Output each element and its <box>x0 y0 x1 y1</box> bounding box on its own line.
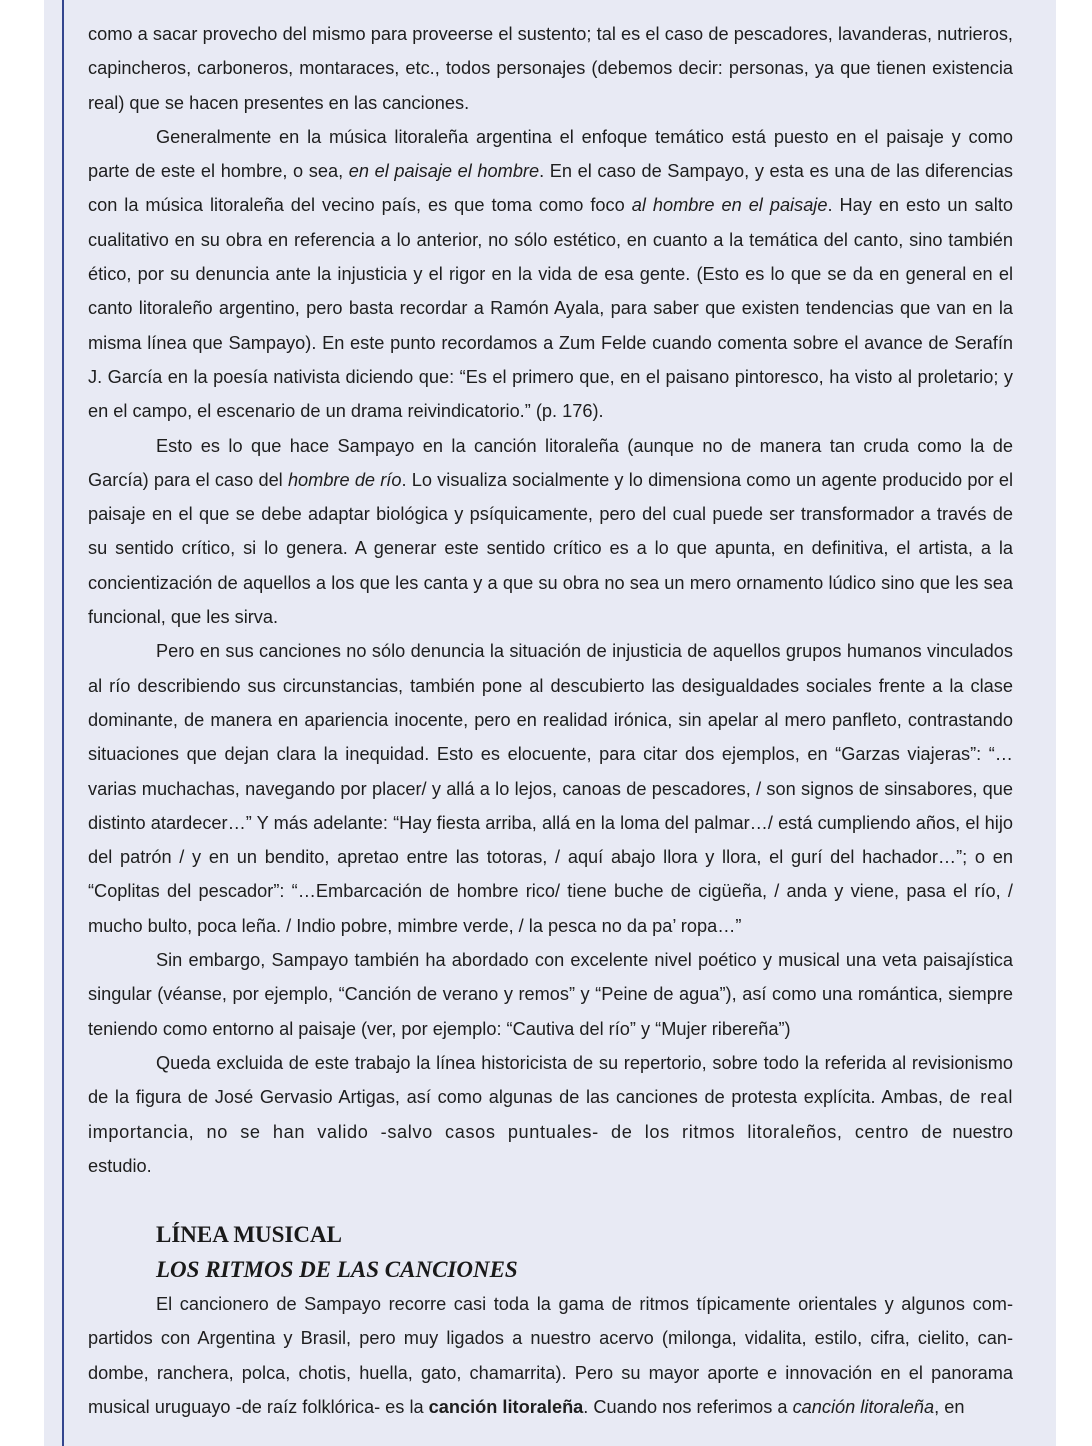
paragraph-6 <box>88 1046 1013 1183</box>
paragraph-7-text-e: , en <box>934 1396 965 1417</box>
paragraph-7-text-a: El cancionero de Sampayo recorre casi toda la gama de ritmos típicamente orientales y algunos compartidos con Argentina y Brasil, pero muy ligados a nuestro acervo (milonga, vidalita, estilo, cifra, cielito, candombe, ranchera, polca, chotis, huella, gato, chamarrita). Pero su mayor aporte e innovación en el panorama musical uruguayo -de raíz folklórica- es la <box>88 1294 1013 1417</box>
paragraph-3-italic-b: hombre de río <box>287 469 402 490</box>
section-spacer <box>88 1183 1013 1217</box>
paragraph-2-text-a: Generalmente en la música litoraleña argentina el enfoque temático está puesto en el paisaje y como parte de este el hombre, o sea, <box>88 126 1013 182</box>
paragraph-2-italic-b: en el paisaje el hombre <box>348 161 540 182</box>
document-body <box>88 17 1013 1424</box>
margin-rule <box>62 0 64 1446</box>
paragraph-6-spaced-b: de real importancia, no se han valido -salvo casos puntuales- de los ritmos litoraleños, centro de <box>88 1087 1014 1142</box>
paragraph-6-text-c: nuestro estudio. <box>88 1121 1013 1176</box>
paragraph-7-italic-d: canción litoraleña <box>792 1396 935 1417</box>
paragraph-2-italic-d: al hombre en el paisaje <box>631 195 828 216</box>
section-heading: LÍNEA MUSICAL <box>156 1222 342 1248</box>
paragraph-2 <box>88 120 1013 429</box>
paragraph-7-text-c: . Cuando nos referimos a <box>583 1396 793 1417</box>
paragraph-4-text: Pero en sus canciones no sólo denuncia la situación de injusticia de aquellos grupos humanos vinculados al río describiendo sus circunstancias, también pone al descubierto las desigualdades sociales frente a la clase dominante, de manera en apariencia inocente, pero en realidad irónica, sin apelar al mero panfleto, contrastando situaciones que dejan clara la inequidad. Esto es elocuente, para citar dos ejemplos, en “Garzas viajeras”: “… varias muchachas, navegando por placer/ y allá a lo lejos, canoas de pescadores, / son signos de sinsabores, que distinto atardecer…” Y más adelante: “Hay fiesta arriba, allá en la loma del palmar…/ está cumpliendo años, el hijo del patrón / y en un bendito, apretao entre las totoras, / aquí abajo llora y llora, el gurí del hachador…”; o en “Coplitas del pescador”: “…Embarcación de hombre rico/ tiene buche de cigüeña, / anda y viene, pasa el río, / mucho bulto, poca leña. / Indio pobre, mimbre verde, / la pesca no da pa’ ropa…” <box>88 641 1013 936</box>
paragraph-5 <box>88 943 1013 1046</box>
paragraph-4 <box>88 634 1013 943</box>
paragraph-3-text-c: . Lo visualiza socialmente y lo dimensiona como un agente producido por el paisaje en el que se debe adaptar biológica y psíquicamente, pero del cual puede ser transformador a través de su sentido crítico, si lo genera. A generar este sentido crítico es a lo que apunta, en definitiva, el artista, a la concientización de aquellos a los que les canta y a que su obra no sea un mero ornamento lúdico sino que les sea funcional, que les sirva. <box>88 469 1013 628</box>
paragraph-1-text: como a sacar provecho del mismo para proveerse el sustento; tal es el caso de pescadores, lavanderas, nutrieros, capincheros, carboneros, montaraces, etc., todos personajes (debemos decir: personas, ya que tienen existencia real) que se hacen presentes en las canciones. <box>88 24 1013 113</box>
paragraph-3 <box>88 429 1013 635</box>
paragraph-1 <box>88 17 1013 120</box>
section-subheading: LOS RITMOS DE LAS CANCIONES <box>156 1257 518 1283</box>
paragraph-3-text-a: Esto es lo que hace Sampayo en la canción litoraleña (aunque no de manera tan cruda como la de García) para el caso del <box>88 435 1013 490</box>
paragraph-7-bold-b: canción litoraleña <box>428 1396 584 1417</box>
paragraph-2-text-e: . Hay en esto un salto cualitativo en su obra en referencia a lo anterior, no sólo estético, en cuanto a la temática del canto, sino también ético, por su denuncia ante la injusticia y el rigor en la vida de esa gente. (Esto es lo que se da en general en el canto litoraleño argentino, pero basta recordar a Ramón Ayala, para saber que existen tendencias que van en la misma línea que Sampayo). En este punto recordamos a Zum Felde cuando comenta sobre el avance de Serafín J. García en la poesía nativista diciendo que: “Es el primero que, en el paisano pintoresco, ha visto al proletario; y en el campo, el escenario de un drama reivindicatorio.” (p. 176). <box>88 195 1013 422</box>
paragraph-5-text: Sin embargo, Sampayo también ha abordado con excelente nivel poético y musical una veta paisajística singular (véanse, por ejemplo, “Canción de verano y remos” y “Peine de agua”), así como una romántica, siempre teniendo como entorno al paisaje (ver, por ejemplo: “Cautiva del río” y “Mujer ribereña”) <box>88 950 1013 1039</box>
paragraph-7 <box>88 1287 1013 1424</box>
paragraph-2-text-c: . En el caso de Sampayo, y esta es una de las diferencias con la música litoraleña del vecino país, es que toma como foco <box>88 161 1013 216</box>
paragraph-6-text-a: Queda excluida de este trabajo la línea historicista de su repertorio, sobre todo la referida al revisionismo de la figura de José Gervasio Artigas, así como algunas de las canciones de protesta explícita. Ambas, <box>88 1052 1013 1108</box>
